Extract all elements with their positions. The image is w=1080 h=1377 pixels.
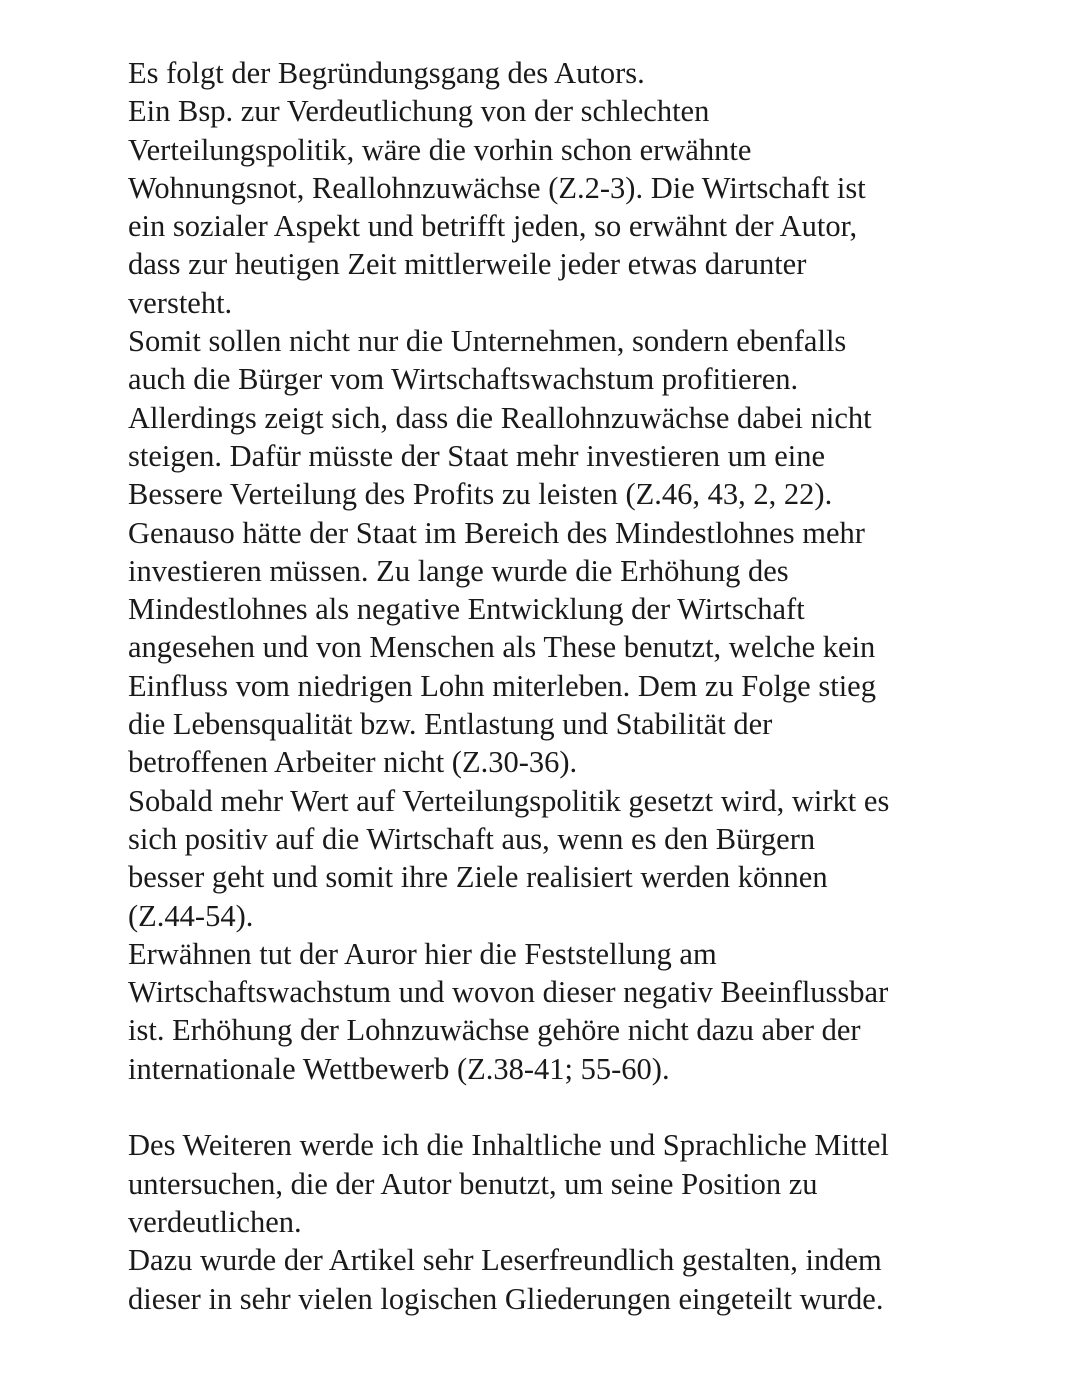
- text-line: dass zur heutigen Zeit mittlerweile jeder etwas darunter: [128, 247, 807, 282]
- text-line: investieren müssen. Zu lange wurde die Erhöhung des: [128, 553, 789, 588]
- text-line: ist. Erhöhung der Lohnzuwächse gehöre nicht dazu aber der: [128, 1013, 861, 1048]
- text-line: verdeutlichen.: [128, 1204, 302, 1239]
- document-page: [128, 54, 968, 1318]
- text-line: Ein Bsp. zur Verdeutlichung von der schlechten: [128, 94, 710, 129]
- text-line: angesehen und von Menschen als These benutzt, welche kein: [128, 630, 876, 665]
- text-line: Einfluss vom niedrigen Lohn miterleben. Dem zu Folge stieg: [128, 668, 876, 703]
- text-line: versteht.: [128, 285, 233, 320]
- text-line: Mindestlohnes als negative Entwicklung der Wirtschaft: [128, 592, 805, 627]
- text-line: Wirtschaftswachstum und wovon dieser negativ Beeinflussbar: [128, 975, 889, 1010]
- text-line: Wohnungsnot, Reallohnzuwächse (Z.2-3). Die Wirtschaft ist: [128, 170, 866, 205]
- text-line: die Lebensqualität bzw. Entlastung und Stabilität der: [128, 707, 773, 742]
- text-line: internationale Wettbewerb (Z.38-41; 55-60).: [128, 1051, 670, 1086]
- text-line: Erwähnen tut der Auror hier die Feststellung am: [128, 936, 717, 971]
- text-line: Bessere Verteilung des Profits zu leisten (Z.46, 43, 2, 22).: [128, 477, 833, 512]
- text-line: Allerdings zeigt sich, dass die Reallohnzuwächse dabei nicht: [128, 400, 872, 435]
- text-line: (Z.44-54).: [128, 898, 254, 933]
- text-line: Somit sollen nicht nur die Unternehmen, sondern ebenfalls: [128, 324, 847, 359]
- paragraph-gap: [128, 1088, 968, 1126]
- text-line: dieser in sehr vielen logischen Gliederungen eingeteilt wurde.: [128, 1281, 884, 1316]
- text-line: ein sozialer Aspekt und betrifft jeden, so erwähnt der Autor,: [128, 209, 858, 244]
- text-line: auch die Bürger vom Wirtschaftswachstum profitieren.: [128, 362, 799, 397]
- text-line: steigen. Dafür müsste der Staat mehr investieren um eine: [128, 438, 826, 473]
- text-line: Genauso hätte der Staat im Bereich des Mindestlohnes mehr: [128, 515, 865, 550]
- text-line: betroffenen Arbeiter nicht (Z.30-36).: [128, 745, 578, 780]
- text-line: sich positiv auf die Wirtschaft aus, wenn es den Bürgern: [128, 821, 816, 856]
- text-line: Sobald mehr Wert auf Verteilungspolitik gesetzt wird, wirkt es: [128, 783, 890, 818]
- text-line: untersuchen, die der Autor benutzt, um seine Position zu: [128, 1166, 818, 1201]
- text-line: Es folgt der Begründungsgang des Autors.: [128, 56, 645, 90]
- text-line: Dazu wurde der Artikel sehr Leserfreundlich gestalten, indem: [128, 1243, 882, 1278]
- text-line: Verteilungspolitik, wäre die vorhin schon erwähnte: [128, 132, 752, 167]
- text-line: besser geht und somit ihre Ziele realisiert werden können: [128, 860, 828, 895]
- text-line: Des Weiteren werde ich die Inhaltliche und Sprachliche Mittel: [128, 1128, 889, 1163]
